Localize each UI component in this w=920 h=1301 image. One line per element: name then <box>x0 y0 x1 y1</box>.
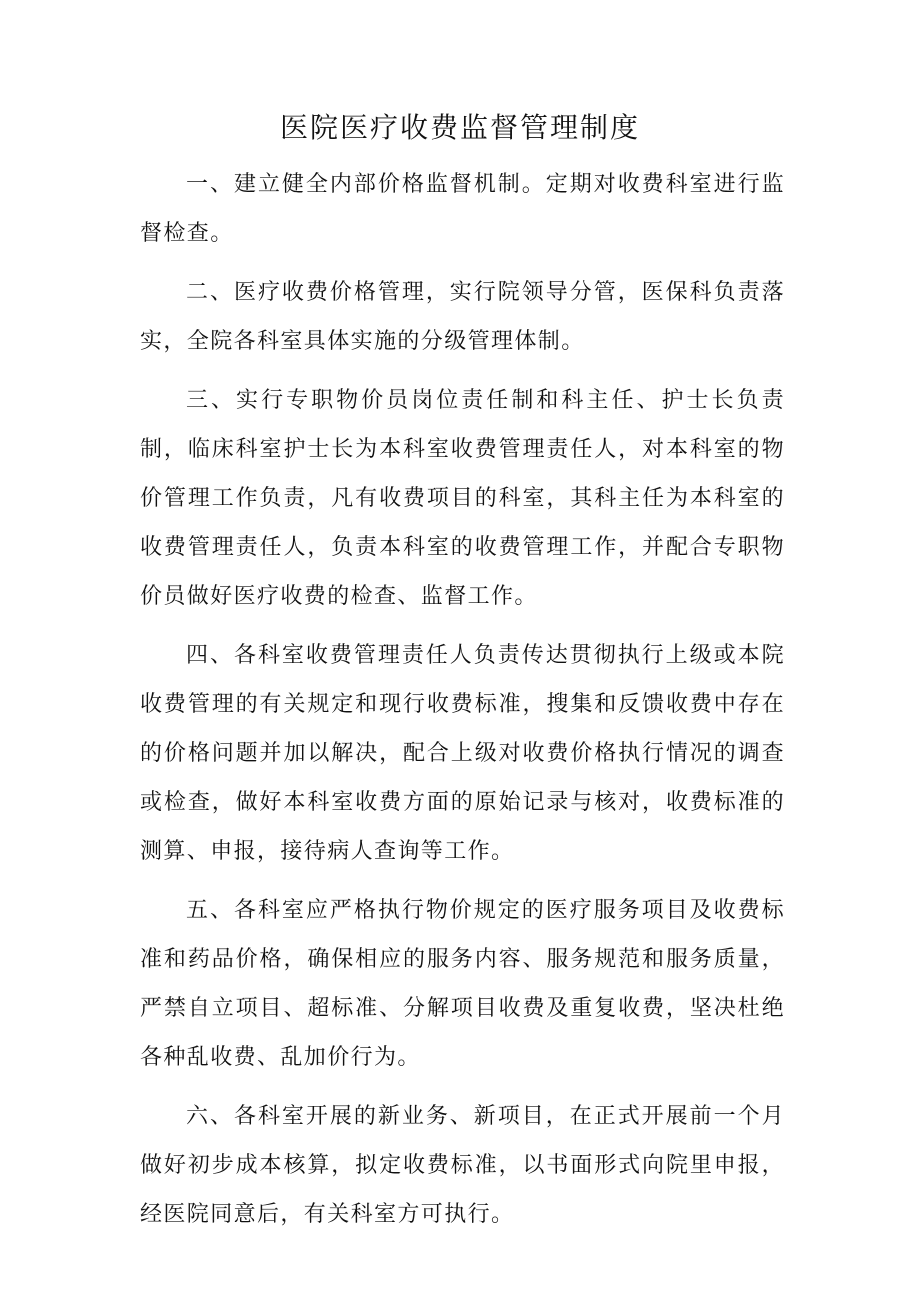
paragraph-6: 六、各科室开展的新业务、新项目，在正式开展前一个月做好初步成本核算，拟定收费标准，以书面形式向院里申报，经医院同意后，有关科室方可执行。 <box>140 1104 785 1227</box>
paragraph-4: 四、各科室收费管理责任人负责传达贯彻执行上级或本院收费管理的有关规定和现行收费标准，搜集和反馈收费中存在的价格问题并加以解决，配合上级对收费价格执行情况的调查或检查，做好本科室收费方面的原始记录与核对，收费标准的测算、申报，接待病人查询等工作。 <box>140 643 785 864</box>
paragraph-2: 二、医疗收费价格管理，实行院领导分管，医保科负责落实，全院各科室具体实施的分级管理体制。 <box>140 280 785 354</box>
document-title: 医院医疗收费监督管理制度 <box>279 111 640 144</box>
paragraph-1: 一、建立健全内部价格监督机制。定期对收费科室进行监督检查。 <box>140 172 785 246</box>
document-body <box>140 160 785 1249</box>
paragraph-5: 五、各科室应严格执行物价规定的医疗服务项目及收费标准和药品价格，确保相应的服务内容、服务规范和服务质量，严禁自立项目、超标准、分解项目收费及重复收费，坚决杜绝各种乱收费、乱加价行为。 <box>140 898 785 1070</box>
paragraph-3: 三、实行专职物价员岗位责任制和科主任、护士长负责制，临床科室护士长为本科室收费管理责任人，对本科室的物价管理工作负责，凡有收费项目的科室，其科主任为本科室的收费管理责任人，负责本科室的收费管理工作，并配合专职物价员做好医疗收费的检查、监督工作。 <box>140 388 785 609</box>
